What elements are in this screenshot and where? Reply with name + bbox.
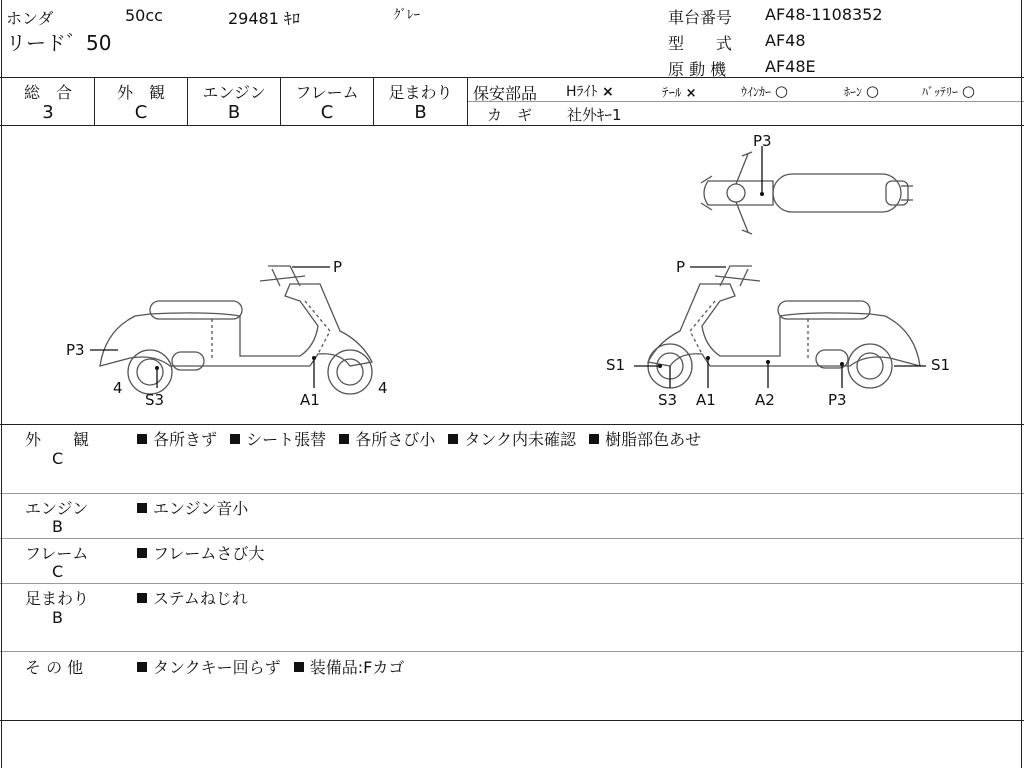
circle-icon: ○ xyxy=(961,82,975,100)
model-name: リード゛50 xyxy=(6,31,112,55)
cross-icon: × xyxy=(601,84,614,100)
black-square-icon xyxy=(230,434,240,444)
key-label: カ ギ xyxy=(487,106,533,124)
label-right-s1a: S1 xyxy=(606,356,626,374)
label-left-4b: 4 xyxy=(378,379,388,397)
black-square-icon xyxy=(339,434,349,444)
remark-notes-engine: エンジン音小 xyxy=(137,496,248,519)
safety-item-winker: ｳｲﾝｶｰ ○ xyxy=(741,82,788,100)
black-square-icon xyxy=(137,548,147,558)
score-label-exterior: 外 観 xyxy=(116,83,165,102)
safety-item-battery: ﾊﾞｯﾃﾘｰ ○ xyxy=(922,82,975,100)
maker: ホンダ xyxy=(6,9,54,28)
mileage: 29481 ｷﾛ xyxy=(228,9,300,28)
frame-number: AF48-1108352 xyxy=(765,5,883,24)
score-label-suspension: 足まわり xyxy=(388,83,453,102)
score-label-engine: エンジン xyxy=(202,83,266,102)
label-right-s3: S3 xyxy=(658,391,678,409)
remark-notes-exterior: 各所きず シート張替 各所さび小 タンク内未確認 樹脂部色あせ xyxy=(137,427,701,450)
remark-label-suspension: 足まわり xyxy=(25,589,90,608)
label-top-p3: P3 xyxy=(753,132,772,150)
scooter-top-view xyxy=(701,152,913,234)
displacement: 50cc xyxy=(125,6,163,25)
remark-label-other: そ の 他 xyxy=(25,658,84,677)
score-label-frame: フレーム xyxy=(295,83,359,102)
label-left-p3: P3 xyxy=(66,341,85,359)
type-label: 型 式 xyxy=(668,34,733,53)
remark-label-engine: エンジン xyxy=(25,499,89,518)
black-square-icon xyxy=(589,434,599,444)
black-square-icon xyxy=(137,503,147,513)
score-value-exterior: C xyxy=(134,102,148,123)
label-right-s1b: S1 xyxy=(931,356,951,374)
score-value-overall: 3 xyxy=(42,102,54,123)
frame-number-label: 車台番号 xyxy=(668,8,733,27)
engine-value: AF48E xyxy=(765,57,816,76)
circle-icon: ○ xyxy=(774,82,788,100)
remark-grade-suspension: B xyxy=(52,608,63,627)
label-right-a2: A2 xyxy=(755,391,775,409)
black-square-icon xyxy=(137,593,147,603)
remark-notes-suspension: ステムねじれ xyxy=(137,586,248,609)
circle-icon: ○ xyxy=(865,82,879,100)
safety-item-horn: ﾎｰﾝ ○ xyxy=(844,82,879,100)
remark-grade-engine: B xyxy=(52,517,63,536)
label-right-p3: P3 xyxy=(828,391,847,409)
scooter-left-view xyxy=(100,266,372,394)
label-left-a1: A1 xyxy=(300,391,320,409)
cross-icon: × xyxy=(685,86,697,101)
color: ｸﾞﾚｰ xyxy=(394,8,420,23)
safety-item-tail: ﾃｰﾙ × xyxy=(662,86,697,101)
black-square-icon xyxy=(137,434,147,444)
score-label-overall: 総 合 xyxy=(23,83,72,102)
remark-grade-frame: C xyxy=(52,562,64,581)
remark-label-exterior: 外 観 xyxy=(25,430,90,449)
score-value-frame: C xyxy=(320,102,334,123)
safety-label: 保安部品 xyxy=(473,84,538,103)
black-square-icon xyxy=(294,662,304,672)
remark-grade-exterior: C xyxy=(52,449,64,468)
label-right-a1: A1 xyxy=(696,391,716,409)
label-left-s3: S3 xyxy=(145,391,165,409)
type-value: AF48 xyxy=(765,31,806,50)
remark-label-frame: フレーム xyxy=(25,544,89,563)
score-value-engine: B xyxy=(227,102,241,123)
label-right-p: P xyxy=(676,258,686,276)
remark-notes-other: タンクキー回らず 装備品:Fカゴ xyxy=(137,655,404,678)
score-value-suspension: B xyxy=(414,102,427,123)
black-square-icon xyxy=(137,662,147,672)
safety-item-headlight: Hﾗｲﾄ × xyxy=(566,84,614,100)
label-left-4a: 4 xyxy=(113,379,123,397)
remark-notes-frame: フレームさび大 xyxy=(137,541,264,564)
black-square-icon xyxy=(448,434,458,444)
scooter-diagram xyxy=(0,126,1024,424)
engine-label: 原 動 機 xyxy=(668,60,727,79)
scooter-right-view xyxy=(648,266,920,388)
label-left-p: P xyxy=(333,258,343,276)
key-value: 社外ｷｰ1 xyxy=(567,106,622,124)
